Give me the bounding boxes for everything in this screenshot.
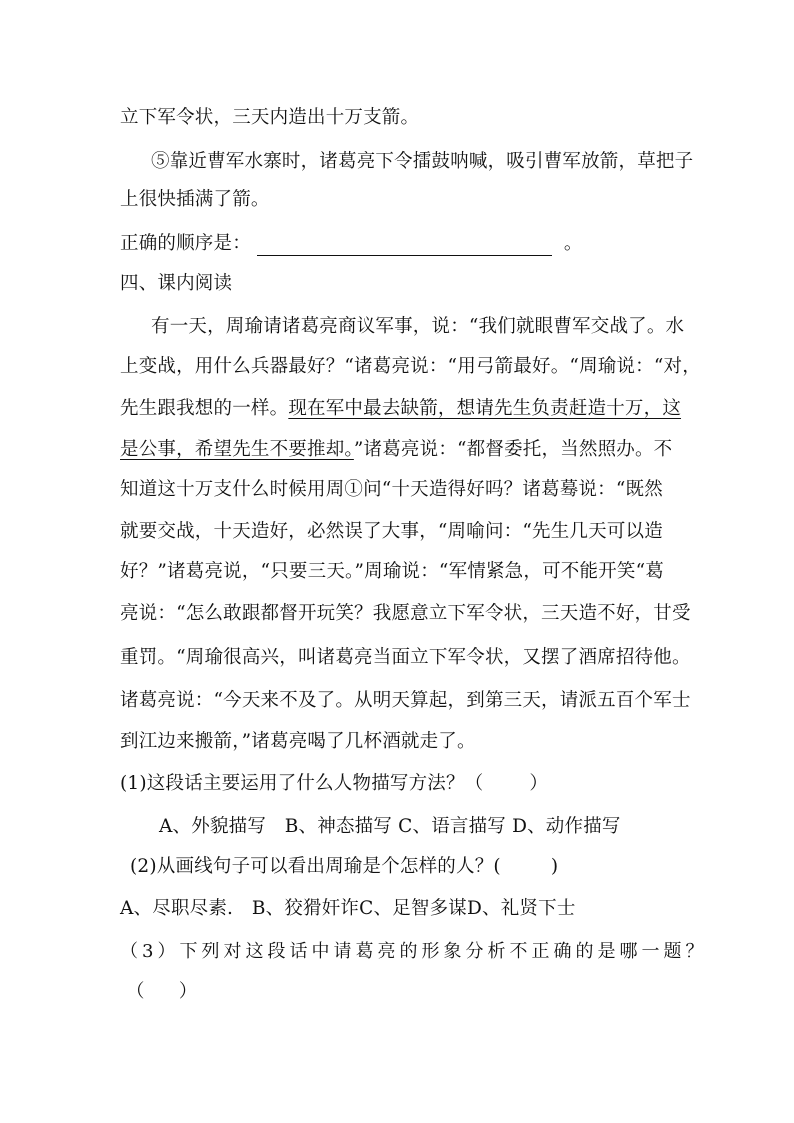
- passage-line-3-plain: 先生跟我想的一样。: [120, 398, 289, 419]
- question-1-options: A、外貌描写 B、神态描写 C、语言描写 D、动作描写: [159, 816, 621, 837]
- ex3-tail-line-1: 立下军令状，三天内造出十万支箭。: [120, 107, 420, 128]
- passage-line-6: 就要交战，十天造好，必然误了大事，“周喻问：“先生几天可以造: [120, 521, 663, 542]
- passage-line-10: 诸葛亮说：“今天来不及了。从明天算起，到第三天，请派五百个军士: [120, 690, 691, 711]
- question-1-stem: (1)这段话主要运用了什么人物描写方法？（: [120, 773, 484, 794]
- question-2-options: A、尽职尽素. B、狡猾奸诈C、足智多谋D、礼贤下士: [120, 898, 576, 919]
- question-3-close: ）: [178, 981, 198, 1002]
- passage-line-4: [120, 438, 672, 462]
- question-2-stem: (2)从画线句子可以看出周瑜是个怎样的人？(: [130, 856, 501, 877]
- answer-line: [120, 232, 583, 256]
- question-3-stem: （3）下列对这段话中请葛亮的形象分析不正确的是哪一题？: [120, 941, 708, 962]
- answer-blank[interactable]: [257, 237, 552, 256]
- underlined-sentence-part-1: 现在军中最去缺箭，想请先生负责赶造十万，这: [288, 398, 682, 419]
- question-1-close: ）: [529, 773, 549, 794]
- question-2-close: ): [550, 856, 559, 877]
- passage-line-7: 好？”诸葛亮说，“只要三天。”周瑜说：“军情紧急，可不能开笑“葛: [120, 561, 664, 582]
- answer-label: 正确的顺序是：: [120, 233, 251, 254]
- passage-line-2: 上变战，用什么兵器最好？“诸葛亮说：“用弓箭最好。“周瑜说：“对，: [120, 356, 701, 377]
- passage-line-9: 重罚。“周瑜很高兴，叫诸葛亮当面立下军令状，又摆了酒席招待他。: [120, 647, 691, 668]
- question-3-open: （: [126, 981, 145, 1002]
- ex3-tail-line-2: ⑤靠近曹军水寨时，诸葛亮下令擂鼓呐喊，吸引曹军放箭，草把子: [151, 151, 694, 172]
- passage-line-3: [120, 397, 681, 421]
- question-2: [130, 855, 558, 879]
- passage-line-8: 亮说：“怎么敢跟都督开玩笑？我愿意立下军令状，三天造不好，甘受: [120, 603, 691, 624]
- passage-line-4-plain: ”诸葛亮说：“都督委托，当然照办。不: [353, 439, 673, 460]
- underlined-sentence-part-2: 是公事，希望先生不要推却。: [120, 439, 354, 460]
- answer-end: 。: [563, 233, 583, 254]
- passage-line-5: 知道这十万支什么时候用周①问“十天造得好吗？诸葛蓦说：“既然: [120, 479, 663, 500]
- question-1: [120, 772, 548, 796]
- passage-line-1: 有一天，周瑜请诸葛亮商议军事，说：“我们就眼曹军交战了。水: [151, 316, 685, 337]
- section-heading: 四、课内阅读: [120, 273, 233, 294]
- passage-line-11: 到江边来搬箭，”诸葛亮喝了几杯酒就走了。: [120, 731, 476, 752]
- ex3-tail-line-3: 上很快插满了箭。: [120, 189, 270, 210]
- question-3-blank: [126, 980, 197, 1004]
